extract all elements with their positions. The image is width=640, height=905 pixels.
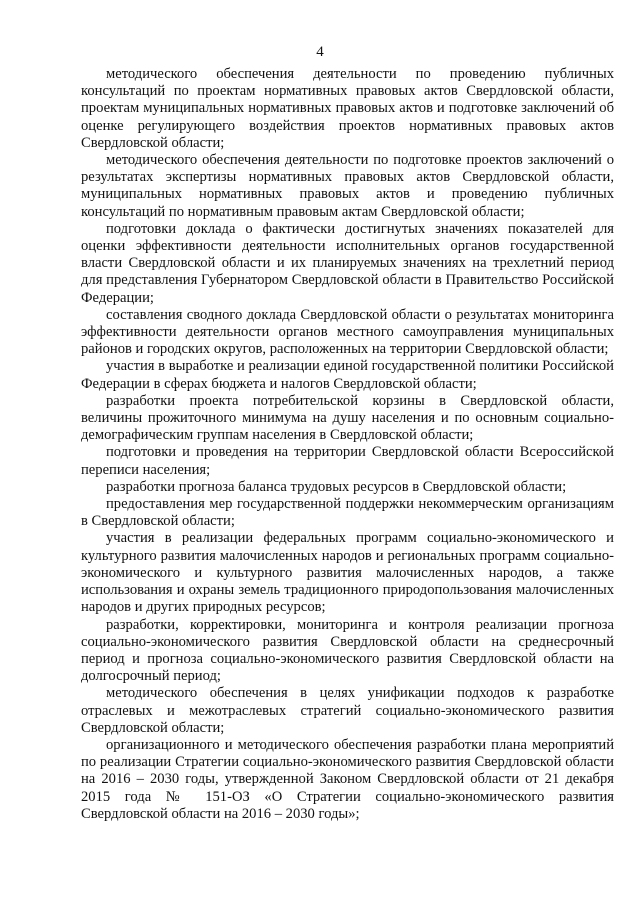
document-body bbox=[81, 66, 614, 823]
paragraph: подготовки доклада о фактически достигнутых значениях показателей для оценки эффективности деятельности исполнительных органов государственной власти Свердловской области и их планируемых значениях на трехлетний период для представления Губернатором Свердловской области в Правительство Российской Федерации; bbox=[81, 220, 614, 306]
paragraph: методического обеспечения деятельности по подготовке проектов заключений о результатах экспертизы нормативных правовых актов Свердловской области, муниципальных нормативных правовых актов и проведению публичных консультаций по нормативным правовым актам Свердловской области; bbox=[81, 152, 614, 220]
paragraph: участия в выработке и реализации единой государственной политики Российской Федерации в сферах бюджета и налогов Свердловской области; bbox=[81, 358, 614, 392]
paragraph: разработки, корректировки, мониторинга и контроля реализации прогноза социально-экономического развития Свердловской области на среднесрочный период и прогноза социально-экономического развития Свердловской области на долгосрочный период; bbox=[81, 616, 614, 685]
paragraph: разработки прогноза баланса трудовых ресурсов в Свердловской области; bbox=[106, 478, 567, 495]
page-number: 4 bbox=[316, 44, 324, 60]
paragraph: участия в реализации федеральных программ социально-экономического и культурного развития малочисленных народов и региональных программ социально-экономического и культурного развития малочисленных народов, а также использования и охраны земель традиционного природопользования малочисленных народов и других природных ресурсов; bbox=[81, 530, 614, 616]
paragraph: методического обеспечения деятельности по проведению публичных консультаций по проектам нормативных правовых актов Свердловской области, проектам муниципальных нормативных правовых актов и подготовке заключений об оценке регулирующего воздействия проектов нормативных правовых актов Свердловской области; bbox=[81, 66, 614, 151]
paragraph: методического обеспечения в целях унификации подходов к разработке отраслевых и межотраслевых стратегий социально-экономического развития Свердловской области; bbox=[81, 685, 614, 736]
paragraph: составления сводного доклада Свердловской области о результатах мониторинга эффективности деятельности органов местного самоуправления муниципальных районов и городских округов, расположенных на территории Свердловской области; bbox=[81, 306, 614, 358]
paragraph: разработки проекта потребительской корзины в Свердловской области, величины прожиточного минимума на душу населения и по основным социально-демографическим группам населения в Свердловской области; bbox=[81, 392, 614, 444]
paragraph: подготовки и проведения на территории Свердловской области Всероссийской переписи населения; bbox=[81, 444, 614, 478]
paragraph: организационного и методического обеспечения разработки плана мероприятий по реализации Стратегии социально-экономического развития Свердловской области на 2016 – 2030 годы, утвержденной Законом Свердловской области от 21 декабря 2015 года № 151-ОЗ «О Стратегии социально-экономического развития Свердловской области на 2016 – 2030 годы»; bbox=[81, 736, 614, 822]
paragraph: предоставления мер государственной поддержки некоммерческим организациям в Свердловской области; bbox=[81, 496, 614, 530]
